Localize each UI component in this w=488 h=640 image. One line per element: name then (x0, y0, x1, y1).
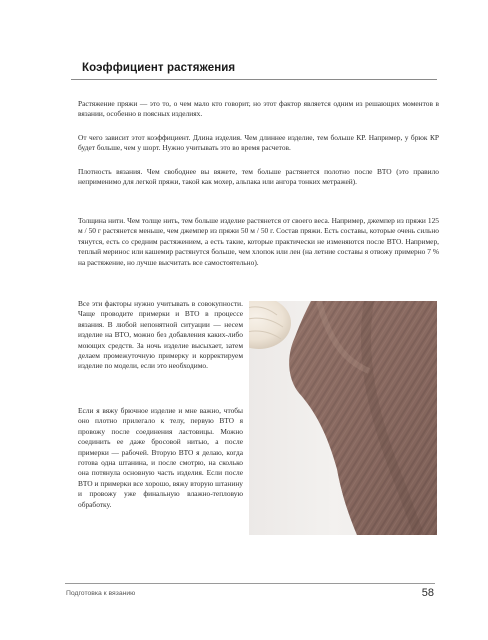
paragraph-thickness: Толщина нити. Чем толще нить, тем больше изделие растянется от своего веса. Например, джемпер из пряжи 125 м / 50 г растянется меньше, чем джемпер из пряжи 50 м / 50 г. Состав пряжи. Есть составы, которые очень сильно тянутся, есть со средним растяжением, а есть такие, которые практически не изменяются после ВТО. Например, теплый меринос или кашемир растянутся больше, чем хлопок или лен (на летние составы я отвожу примерно 7 % на растяжение, но лучше высчитать все самостоятельно). (78, 216, 439, 267)
paragraph-length: От чего зависит этот коэффициент. Длина изделия. Чем длиннее изделие, тем больше КР. Например, у брюк КР будет больше, чем у шорт. Нужно учитывать это во время расчетов. (78, 133, 439, 153)
section-heading: Коэффициент растяжения (82, 62, 236, 74)
paragraph-intro: Растяжение пряжи — это то, о чем мало кто говорит, но этот фактор является одним из решающих моментов в вязании, особенно в поясных изделиях. (78, 99, 439, 119)
knitted-fabric-illustration (249, 301, 437, 535)
heading-divider (71, 79, 437, 80)
paragraph-trousers: Если я вяжу брючное изделие и мне важно, чтобы оно плотно прилегало к телу, первую ВТО я провожу после соединения ластовицы. Можно соединить ее даже бросовой нитью, а после примерки — рабочей. Вторую ВТО я делаю, когда готова одна штанина, и после смотрю, на сколько она потянула основную часть изделия. Если после ВТО и примерки все хорошо, вяжу вторую штанину и провожу уже финальную влажно-тепловую обработку. (78, 406, 243, 509)
yarn-ball (249, 301, 291, 349)
footer-divider (65, 583, 435, 584)
footer-section-label: Подготовка к вязанию (66, 590, 136, 597)
paragraph-density: Плотность вязания. Чем свободнее вы вяжете, тем больше растянется полотно после ВТО (это правило неприменимо для легкой пряжи, такой как мохер, альпака или ангора тонких метражей). (78, 167, 439, 187)
page-number: 58 (421, 587, 434, 599)
paragraph-factors: Все эти факторы нужно учитывать в совокупности. Чаще проводите примерки и ВТО в процессе вязания. В любой непонятной ситуации — несем изделие на ВТО, можно без добавления каких-либо моющих средств. За ночь изделие высыхает, затем делаем промежуточную примерку и корректируем изделие по модели, если это необходимо. (78, 299, 243, 371)
knitted-fabric-photo (249, 301, 437, 535)
